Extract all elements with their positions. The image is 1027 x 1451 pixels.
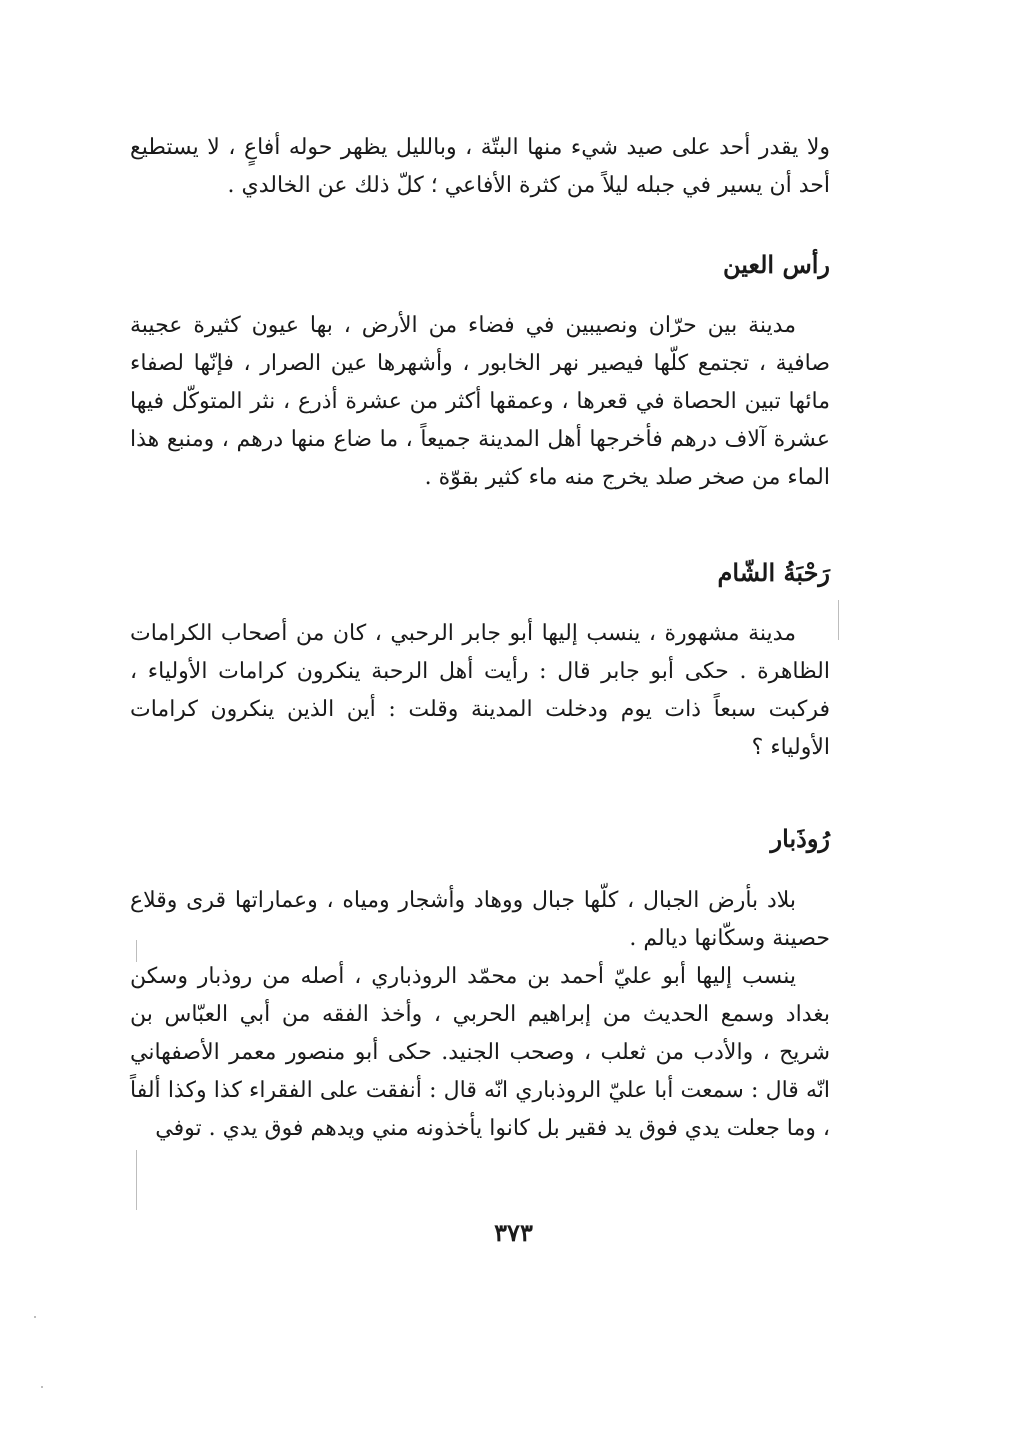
ras-al-ayn-section — [130, 248, 830, 282]
scan-artifact-dot — [41, 1386, 43, 1388]
section-heading-ras-al-ayn: رأس العين — [723, 250, 830, 279]
rudhbar-paragraph-2: ينسب إليها أبو عليّ أحمد بن محمّد الروذباري ، أصله من روذبار وسكن بغداد وسمع الحديث من إبراهيم الحربي ، وأخذ الفقه من أبي العبّاس بن شريح ، والأدب من ثعلب ، وصحب الجنيد. حكى أبو منصور معمر الأصفهاني انّه قال : سمعت أبا عليّ الروذباري انّه قال : أنفقت على الفقراء كذا وكذا ألفاً ، وما جعلت يدي فوق يد فقير بل كانوا يأخذونه مني ويدهم فوق يدي . توفي — [130, 964, 830, 1141]
rudhbar-body — [130, 882, 830, 1148]
section-heading-rudhbar: رُوذَبار — [770, 824, 830, 853]
rudhbar-section — [130, 822, 830, 856]
rahba-paragraph: مدينة مشهورة ، ينسب إليها أبو جابر الرحبي ، كان من أصحاب الكرامات الظاهرة . حكى أبو جابر قال : رأيت أهل الرحبة ينكرون كرامات الأولياء ، فركبت سبعاً ذات يوم ودخلت المدينة وقلت : أين الذين ينكرون كرامات الأولياء ؟ — [130, 621, 830, 760]
rudhbar-paragraph-1: بلاد بأرض الجبال ، كلّها جبال ووهاد وأشجار ومياه ، وعماراتها قرى وقلاع حصينة وسكّانها ديالم . — [130, 888, 830, 951]
section-heading-rahba: رَحْبَةُ الشّام — [717, 558, 830, 587]
scan-artifact-line — [838, 600, 839, 640]
scan-artifact-dot — [34, 1316, 36, 1318]
scan-artifact-line — [136, 940, 137, 962]
ras-al-ayn-body — [130, 307, 830, 497]
intro-block — [130, 129, 830, 205]
page-number: ٣٧٣ — [494, 1218, 533, 1247]
rahba-section — [130, 556, 830, 590]
scan-artifact-line — [136, 1150, 137, 1210]
intro-paragraph: ولا يقدر أحد على صيد شيء منها البتّة ، وبالليل يظهر حوله أفاعٍ ، لا يستطيع أحد أن يسير في جبله ليلاً من كثرة الأفاعي ؛ كلّ ذلك عن الخالدي . — [130, 135, 830, 198]
rahba-body — [130, 615, 830, 767]
ras-al-ayn-paragraph: مدينة بين حرّان ونصيبين في فضاء من الأرض ، بها عيون كثيرة عجيبة صافية ، تجتمع كلّها فيصير نهر الخابور ، وأشهرها عين الصرار ، فإنّها لصفاء مائها تبين الحصاة في قعرها ، وعمقها أكثر من عشرة أذرع ، نثر المتوكّل فيها عشرة آلاف درهم فأخرجها أهل المدينة جميعاً ، ما ضاع منها درهم ، ومنبع هذا الماء من صخر صلد يخرج منه ماء كثير بقوّة . — [130, 313, 830, 490]
